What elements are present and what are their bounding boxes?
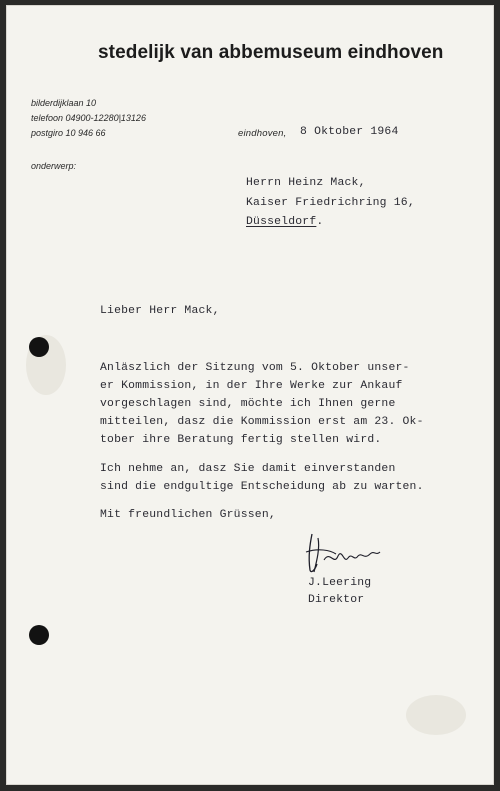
recipient-city-end: . bbox=[316, 216, 324, 228]
date-place: eindhoven, bbox=[238, 128, 287, 139]
paragraph-1-line: er Kommission, in der Ihre Werke zur Ankauf bbox=[100, 380, 403, 392]
sender-address: bilderdijklaan 10 bbox=[31, 98, 97, 108]
closing: Mit freundlichen Grüssen, bbox=[100, 509, 276, 521]
punch-hole bbox=[29, 337, 49, 357]
recipient-city-line bbox=[246, 216, 323, 228]
recipient-name: Herrn Heinz Mack, bbox=[246, 177, 366, 189]
sender-phone: telefoon 04900-12280|13126 bbox=[31, 113, 146, 123]
sender-giro: postgiro 10 946 66 bbox=[31, 128, 106, 138]
paper-stain bbox=[406, 695, 466, 735]
paragraph-2-line: sind die endgultige Entscheidung ab zu warten. bbox=[100, 481, 424, 493]
recipient-city: Düsseldorf bbox=[246, 216, 317, 228]
signature-scribble bbox=[300, 530, 390, 580]
paragraph-1-line: vorgeschlagen sind, möchte ich Ihnen gerne bbox=[100, 398, 396, 410]
letter-date: 8 Oktober 1964 bbox=[300, 126, 399, 138]
signer-title: Direktor bbox=[308, 594, 365, 606]
signer-name: J.Leering bbox=[308, 577, 372, 589]
paragraph-2-line: Ich nehme an, dasz Sie damit einverstanden bbox=[100, 463, 396, 475]
salutation: Lieber Herr Mack, bbox=[100, 305, 220, 317]
recipient-street: Kaiser Friedrichring 16, bbox=[246, 197, 415, 209]
paragraph-1-line: tober ihre Beratung fertig stellen wird. bbox=[100, 434, 382, 446]
letterhead-title: stedelijk van abbemuseum eindhoven bbox=[98, 42, 444, 63]
paragraph-1-line: Anläszlich der Sitzung vom 5. Oktober unser- bbox=[100, 362, 410, 374]
paragraph-1-line: mitteilen, dasz die Kommission erst am 23. Ok- bbox=[100, 416, 424, 428]
punch-hole bbox=[29, 625, 49, 645]
subject-label: onderwerp: bbox=[31, 161, 77, 171]
